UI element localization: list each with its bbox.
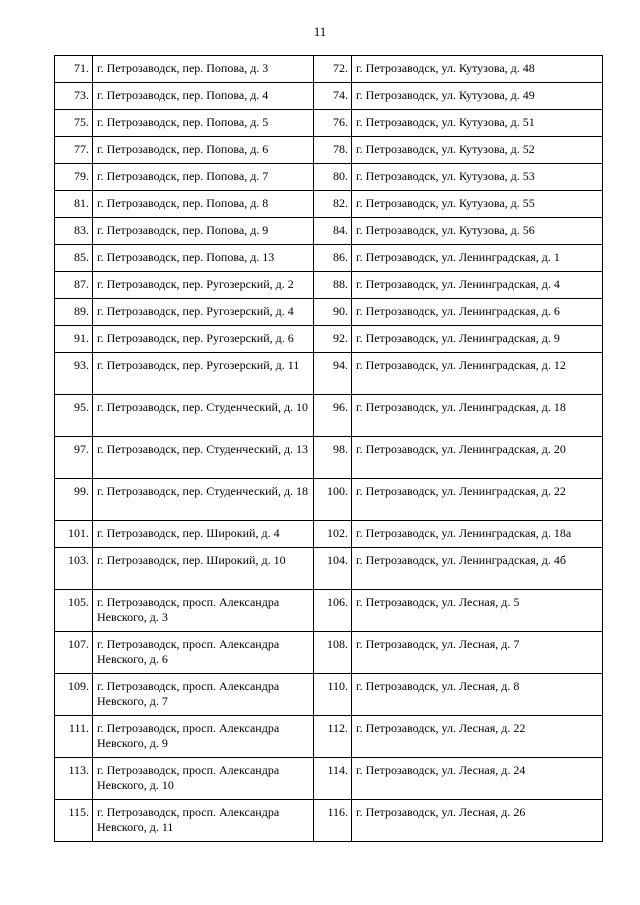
address-table <box>54 55 603 842</box>
table-row <box>55 674 603 716</box>
address-right: г. Петрозаводск, ул. Кутузова, д. 56 <box>352 218 603 245</box>
table-row <box>55 548 603 590</box>
address-right: г. Петрозаводск, ул. Ленинградская, д. 12 <box>352 353 603 395</box>
row-number-right: 76. <box>314 110 352 137</box>
address-left: г. Петрозаводск, пер. Попова, д. 6 <box>93 137 314 164</box>
row-number-right: 74. <box>314 83 352 110</box>
table-row <box>55 164 603 191</box>
address-left: г. Петрозаводск, пер. Попова, д. 9 <box>93 218 314 245</box>
address-right: г. Петрозаводск, ул. Лесная, д. 22 <box>352 716 603 758</box>
address-right: г. Петрозаводск, ул. Кутузова, д. 49 <box>352 83 603 110</box>
address-left: г. Петрозаводск, просп. Александра Невского, д. 6 <box>93 632 314 674</box>
row-number-left: 91. <box>55 326 93 353</box>
row-number-right: 82. <box>314 191 352 218</box>
row-number-right: 102. <box>314 521 352 548</box>
address-left: г. Петрозаводск, пер. Попова, д. 8 <box>93 191 314 218</box>
table-row <box>55 191 603 218</box>
address-right: г. Петрозаводск, ул. Ленинградская, д. 22 <box>352 479 603 521</box>
row-number-left: 95. <box>55 395 93 437</box>
row-number-right: 112. <box>314 716 352 758</box>
address-right: г. Петрозаводск, ул. Ленинградская, д. 6 <box>352 299 603 326</box>
address-right: г. Петрозаводск, ул. Ленинградская, д. 1 <box>352 245 603 272</box>
address-right: г. Петрозаводск, ул. Ленинградская, д. 18 <box>352 395 603 437</box>
page-number: 11 <box>313 24 327 39</box>
table-row <box>55 137 603 164</box>
address-left: г. Петрозаводск, пер. Студенческий, д. 18 <box>93 479 314 521</box>
address-left: г. Петрозаводск, пер. Ругозерский, д. 11 <box>93 353 314 395</box>
row-number-left: 89. <box>55 299 93 326</box>
row-number-left: 73. <box>55 83 93 110</box>
row-number-left: 85. <box>55 245 93 272</box>
table-row <box>55 353 603 395</box>
row-number-right: 90. <box>314 299 352 326</box>
table-row <box>55 272 603 299</box>
row-number-left: 111. <box>55 716 93 758</box>
row-number-left: 93. <box>55 353 93 395</box>
row-number-left: 81. <box>55 191 93 218</box>
table-row <box>55 326 603 353</box>
address-right: г. Петрозаводск, ул. Лесная, д. 24 <box>352 758 603 800</box>
row-number-right: 106. <box>314 590 352 632</box>
row-number-left: 71. <box>55 56 93 83</box>
address-right: г. Петрозаводск, ул. Лесная, д. 7 <box>352 632 603 674</box>
row-number-left: 79. <box>55 164 93 191</box>
row-number-left: 83. <box>55 218 93 245</box>
address-right: г. Петрозаводск, ул. Ленинградская, д. 9 <box>352 326 603 353</box>
address-right: г. Петрозаводск, ул. Ленинградская, д. 4б <box>352 548 603 590</box>
address-right: г. Петрозаводск, ул. Кутузова, д. 53 <box>352 164 603 191</box>
address-right: г. Петрозаводск, ул. Кутузова, д. 51 <box>352 110 603 137</box>
row-number-right: 104. <box>314 548 352 590</box>
address-left: г. Петрозаводск, пер. Попова, д. 7 <box>93 164 314 191</box>
table-row <box>55 590 603 632</box>
address-right: г. Петрозаводск, ул. Лесная, д. 26 <box>352 800 603 842</box>
row-number-right: 80. <box>314 164 352 191</box>
address-right: г. Петрозаводск, ул. Кутузова, д. 48 <box>352 56 603 83</box>
address-left: г. Петрозаводск, пер. Попова, д. 13 <box>93 245 314 272</box>
row-number-right: 88. <box>314 272 352 299</box>
row-number-right: 72. <box>314 56 352 83</box>
address-right: г. Петрозаводск, ул. Кутузова, д. 55 <box>352 191 603 218</box>
address-left: г. Петрозаводск, пер. Попова, д. 5 <box>93 110 314 137</box>
row-number-left: 77. <box>55 137 93 164</box>
address-right: г. Петрозаводск, ул. Кутузова, д. 52 <box>352 137 603 164</box>
table-row <box>55 758 603 800</box>
row-number-left: 97. <box>55 437 93 479</box>
row-number-left: 103. <box>55 548 93 590</box>
address-right: г. Петрозаводск, ул. Ленинградская, д. 18а <box>352 521 603 548</box>
row-number-left: 87. <box>55 272 93 299</box>
address-left: г. Петрозаводск, просп. Александра Невского, д. 11 <box>93 800 314 842</box>
row-number-left: 107. <box>55 632 93 674</box>
table-row <box>55 299 603 326</box>
row-number-left: 113. <box>55 758 93 800</box>
table-row <box>55 245 603 272</box>
address-left: г. Петрозаводск, пер. Широкий, д. 10 <box>93 548 314 590</box>
table-row <box>55 437 603 479</box>
address-right: г. Петрозаводск, ул. Ленинградская, д. 20 <box>352 437 603 479</box>
row-number-left: 75. <box>55 110 93 137</box>
table-row <box>55 632 603 674</box>
row-number-right: 114. <box>314 758 352 800</box>
row-number-right: 94. <box>314 353 352 395</box>
row-number-right: 84. <box>314 218 352 245</box>
table-row <box>55 83 603 110</box>
table-row <box>55 800 603 842</box>
table-row <box>55 395 603 437</box>
address-left: г. Петрозаводск, пер. Попова, д. 4 <box>93 83 314 110</box>
address-left: г. Петрозаводск, пер. Ругозерский, д. 6 <box>93 326 314 353</box>
row-number-right: 108. <box>314 632 352 674</box>
row-number-left: 115. <box>55 800 93 842</box>
address-left: г. Петрозаводск, пер. Ругозерский, д. 2 <box>93 272 314 299</box>
address-left: г. Петрозаводск, просп. Александра Невского, д. 10 <box>93 758 314 800</box>
address-left: г. Петрозаводск, пер. Студенческий, д. 10 <box>93 395 314 437</box>
row-number-left: 105. <box>55 590 93 632</box>
table-row <box>55 521 603 548</box>
address-left: г. Петрозаводск, пер. Ругозерский, д. 4 <box>93 299 314 326</box>
row-number-right: 86. <box>314 245 352 272</box>
table-row <box>55 218 603 245</box>
address-left: г. Петрозаводск, просп. Александра Невского, д. 9 <box>93 716 314 758</box>
table-row <box>55 110 603 137</box>
address-left: г. Петрозаводск, просп. Александра Невского, д. 7 <box>93 674 314 716</box>
row-number-left: 99. <box>55 479 93 521</box>
table-row <box>55 56 603 83</box>
address-left: г. Петрозаводск, пер. Студенческий, д. 13 <box>93 437 314 479</box>
table-row <box>55 479 603 521</box>
table-row <box>55 716 603 758</box>
row-number-right: 92. <box>314 326 352 353</box>
address-right: г. Петрозаводск, ул. Лесная, д. 5 <box>352 590 603 632</box>
row-number-right: 98. <box>314 437 352 479</box>
address-left: г. Петрозаводск, просп. Александра Невского, д. 3 <box>93 590 314 632</box>
row-number-left: 109. <box>55 674 93 716</box>
row-number-right: 110. <box>314 674 352 716</box>
row-number-right: 116. <box>314 800 352 842</box>
row-number-right: 96. <box>314 395 352 437</box>
row-number-right: 78. <box>314 137 352 164</box>
address-left: г. Петрозаводск, пер. Попова, д. 3 <box>93 56 314 83</box>
address-right: г. Петрозаводск, ул. Ленинградская, д. 4 <box>352 272 603 299</box>
address-right: г. Петрозаводск, ул. Лесная, д. 8 <box>352 674 603 716</box>
address-left: г. Петрозаводск, пер. Широкий, д. 4 <box>93 521 314 548</box>
row-number-left: 101. <box>55 521 93 548</box>
row-number-right: 100. <box>314 479 352 521</box>
